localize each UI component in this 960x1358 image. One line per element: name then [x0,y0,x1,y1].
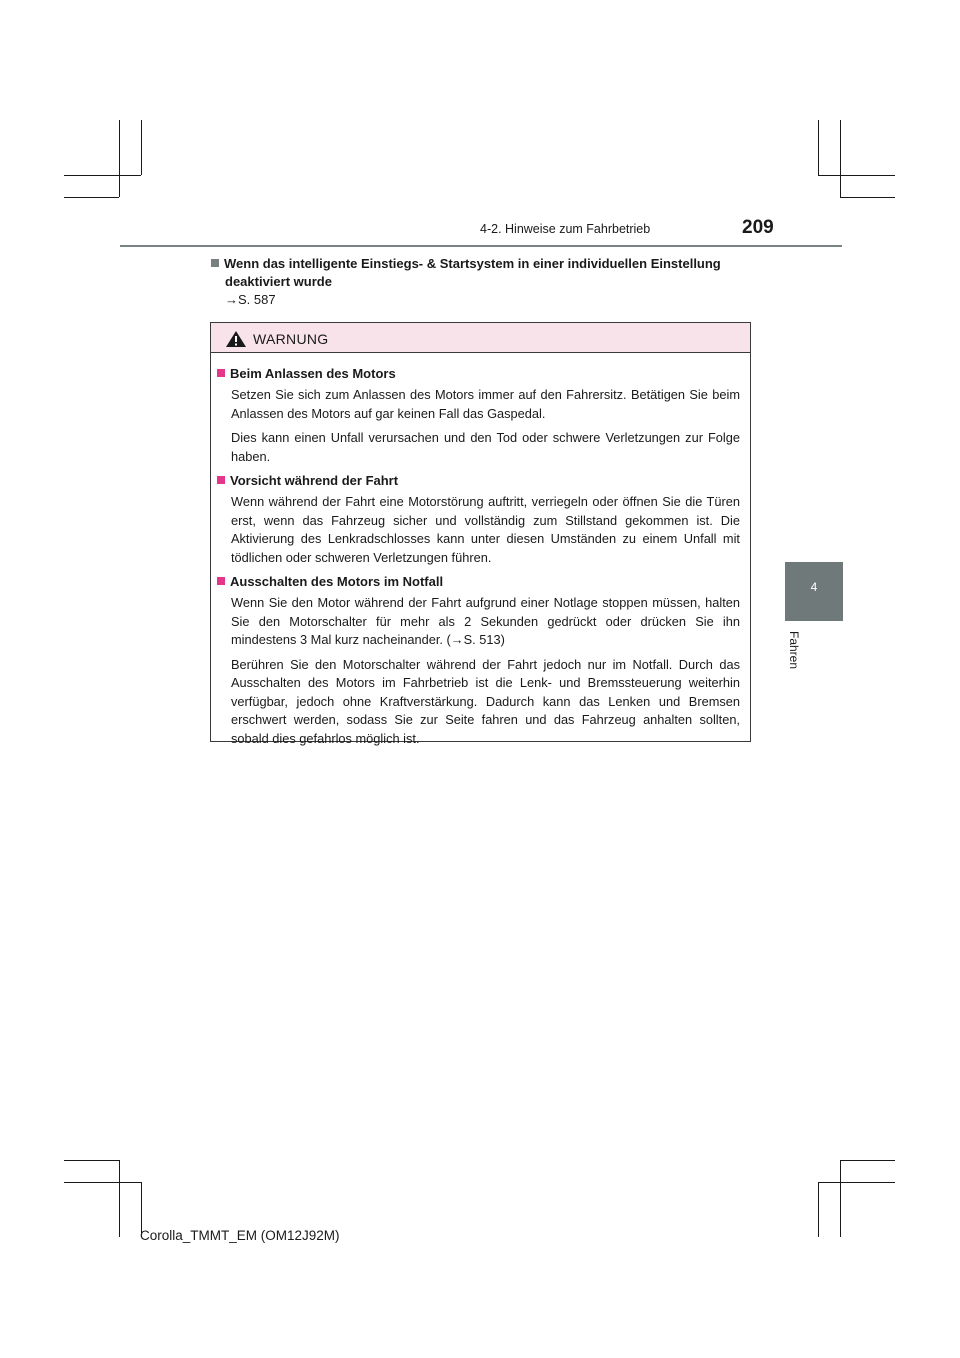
chapter-label-text: Fahren [787,630,801,670]
chapter-number: 4 [810,580,818,594]
square-bullet-icon [217,369,225,377]
section-heading [211,255,751,291]
warning-triangle-icon [225,330,247,348]
warning-paragraph: Berühren Sie den Motorschalter während der Fahrt jedoch nur im Notfall. Durch das Ausschalten des Motors im Fahrbetrieb ist die Lenk- und Bremssteuerung weiterhin verfügbar, jedoch ohne Kraftverstärkung. Dadurch kann das Lenken und Bremsen erschwert werden, sodass Sie zur Seite fahren und das Fahrzeug anhalten sollten, sobald dies gefahrlos möglich ist. [231,656,740,746]
warning-box [210,322,751,746]
crop-mark [119,120,120,197]
warning-item-heading-text: Beim Anlassen des Motors [230,366,396,381]
warning-paragraph: Wenn während der Fahrt eine Motorstörung auftritt, verriegeln oder öffnen Sie die Türen erst, wenn das Fahrzeug sicher und vollständig zum Stillstand gekommen ist. Die Aktivierung des Lenkradschlosses kann unter diesen Umständen zu einem Unfall mit tödlichen oder schweren Verletzungen führen. [231,494,740,565]
warning-paragraph: Dies kann einen Unfall verursachen und den Tod oder schwere Verletzungen zur Folge haben. [231,430,740,464]
crop-mark [840,197,895,198]
running-head: 4-2. Hinweise zum Fahrbetrieb [480,222,651,236]
crop-mark [840,120,841,197]
section-heading-line1: Wenn das intelligente Einstiegs- & Startsystem in einer individuellen Einstellung [224,256,721,271]
warning-header [211,323,750,353]
page-number: 209 [742,217,774,238]
square-bullet-icon [217,577,225,585]
crop-mark [818,120,819,175]
chapter-thumb-tab [785,562,843,621]
crop-mark [818,1182,895,1183]
warning-paragraph: Setzen Sie sich zum Anlassen des Motors immer auf den Fahrersitz. Betätigen Sie beim Anlassen des Motors auf gar keinen Fall das Gaspedal. [231,387,740,421]
warning-item-heading [217,472,740,490]
warning-title: WARNUNG [253,331,329,347]
warning-item-heading-text: Vorsicht während der Fahrt [230,473,399,488]
footer-document-id: Corolla_TMMT_EM (OM12J92M) [140,1228,340,1243]
crop-mark [64,175,141,176]
warning-item-heading-text: Ausschalten des Motors im Notfall [230,574,444,589]
warning-paragraph: Wenn Sie den Motor während der Fahrt aufgrund einer Notlage stoppen müssen, halten Sie den Motorschalter für mehr als 2 Sekunden gedrückt oder drücken Sie ihn mindestens 3 Mal kurz nacheinander. (→S. 513) [231,595,740,647]
square-bullet-icon [211,259,219,267]
crop-mark [64,197,119,198]
chapter-label [784,628,804,672]
square-bullet-icon [217,476,225,484]
crop-mark [141,120,142,175]
warning-item-heading [217,365,740,383]
crop-mark [119,1160,120,1237]
crop-mark [840,1160,895,1161]
header-rule [120,245,842,247]
section-heading-line2: deaktiviert wurde [225,274,332,289]
warning-item [217,472,740,567]
crop-mark [64,1182,141,1183]
crop-mark [818,175,895,176]
crop-mark [840,1160,841,1237]
crop-mark [818,1182,819,1237]
warning-item-heading [217,573,740,591]
warning-item [217,573,740,748]
warning-item [217,365,740,466]
warning-body [211,353,750,748]
crop-mark [64,1160,119,1161]
page-reference: →S. 587 [225,292,276,307]
